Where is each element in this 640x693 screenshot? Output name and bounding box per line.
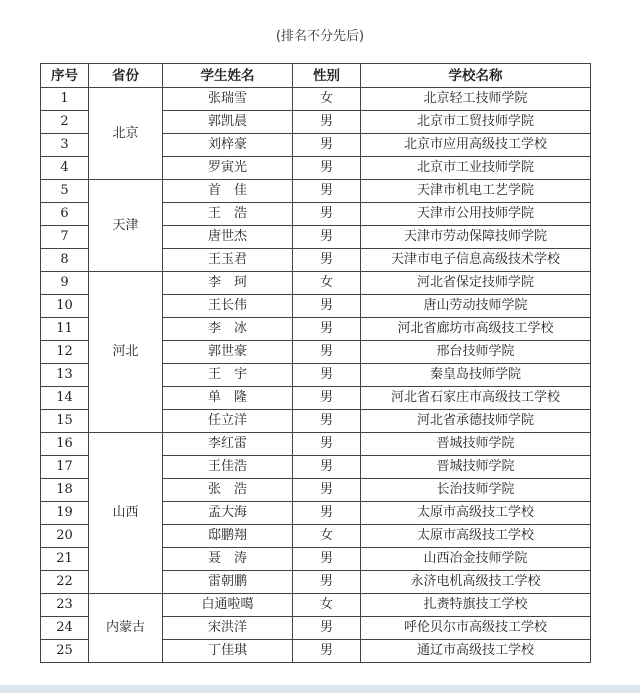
row-index: 24 — [41, 617, 89, 640]
school-name: 永济电机高级技工学校 — [361, 571, 591, 594]
student-gender: 男 — [293, 387, 361, 410]
student-gender: 男 — [293, 456, 361, 479]
school-name: 通辽市高级技工学校 — [361, 640, 591, 663]
header-school-name: 学校名称 — [361, 64, 591, 88]
student-name: 唐世杰 — [163, 226, 293, 249]
table-body — [41, 88, 591, 663]
school-name: 河北省保定技师学院 — [361, 272, 591, 295]
school-name: 天津市电子信息高级技术学校 — [361, 249, 591, 272]
student-gender: 男 — [293, 249, 361, 272]
student-name: 郭世豪 — [163, 341, 293, 364]
row-index: 6 — [41, 203, 89, 226]
school-name: 太原市高级技工学校 — [361, 502, 591, 525]
row-index: 25 — [41, 640, 89, 663]
school-name: 北京市工贸技师学院 — [361, 111, 591, 134]
student-gender: 男 — [293, 134, 361, 157]
student-table — [40, 63, 591, 663]
student-gender: 男 — [293, 341, 361, 364]
student-gender: 男 — [293, 617, 361, 640]
header-student-name: 学生姓名 — [163, 64, 293, 88]
student-name: 李 冰 — [163, 318, 293, 341]
student-name: 王玉君 — [163, 249, 293, 272]
row-index: 15 — [41, 410, 89, 433]
school-name: 河北省石家庄市高级技工学校 — [361, 387, 591, 410]
row-index: 1 — [41, 88, 89, 111]
student-gender: 女 — [293, 88, 361, 111]
school-name: 北京市工业技师学院 — [361, 157, 591, 180]
header-gender: 性别 — [293, 64, 361, 88]
school-name: 唐山劳动技师学院 — [361, 295, 591, 318]
row-index: 11 — [41, 318, 89, 341]
school-name: 山西冶金技师学院 — [361, 548, 591, 571]
row-index: 20 — [41, 525, 89, 548]
school-name: 太原市高级技工学校 — [361, 525, 591, 548]
school-name: 天津市公用技师学院 — [361, 203, 591, 226]
student-gender: 男 — [293, 318, 361, 341]
student-gender: 男 — [293, 180, 361, 203]
table-row — [41, 594, 591, 617]
province-cell: 北京 — [89, 88, 163, 180]
row-index: 3 — [41, 134, 89, 157]
province-cell: 河北 — [89, 272, 163, 433]
school-name: 河北省廊坊市高级技工学校 — [361, 318, 591, 341]
school-name: 北京市应用高级技工学校 — [361, 134, 591, 157]
row-index: 18 — [41, 479, 89, 502]
row-index: 14 — [41, 387, 89, 410]
row-index: 17 — [41, 456, 89, 479]
student-gender: 男 — [293, 640, 361, 663]
student-gender: 男 — [293, 295, 361, 318]
student-gender: 男 — [293, 410, 361, 433]
student-gender: 男 — [293, 111, 361, 134]
student-gender: 男 — [293, 548, 361, 571]
table-row — [41, 272, 591, 295]
student-name: 宋洪洋 — [163, 617, 293, 640]
school-name: 北京轻工技师学院 — [361, 88, 591, 111]
province-cell: 天津 — [89, 180, 163, 272]
school-name: 晋城技师学院 — [361, 456, 591, 479]
student-name: 白通啦噶 — [163, 594, 293, 617]
student-name: 聂 涛 — [163, 548, 293, 571]
student-name: 丁佳琪 — [163, 640, 293, 663]
page-bottom-divider — [0, 685, 640, 693]
student-name: 李红雷 — [163, 433, 293, 456]
student-name: 张瑞雪 — [163, 88, 293, 111]
school-name: 扎赉特旗技工学校 — [361, 594, 591, 617]
student-name: 雷朝鹏 — [163, 571, 293, 594]
row-index: 12 — [41, 341, 89, 364]
province-cell: 山西 — [89, 433, 163, 594]
student-gender: 男 — [293, 364, 361, 387]
student-gender: 女 — [293, 272, 361, 295]
header-index: 序号 — [41, 64, 89, 88]
province-cell: 内蒙古 — [89, 594, 163, 663]
student-name: 首 佳 — [163, 180, 293, 203]
row-index: 9 — [41, 272, 89, 295]
row-index: 5 — [41, 180, 89, 203]
student-name: 李 珂 — [163, 272, 293, 295]
student-name: 王 浩 — [163, 203, 293, 226]
table-row — [41, 88, 591, 111]
school-name: 长治技师学院 — [361, 479, 591, 502]
student-gender: 男 — [293, 157, 361, 180]
header-province: 省份 — [89, 64, 163, 88]
student-gender: 男 — [293, 479, 361, 502]
row-index: 21 — [41, 548, 89, 571]
student-name: 罗寅光 — [163, 157, 293, 180]
row-index: 22 — [41, 571, 89, 594]
school-name: 天津市劳动保障技师学院 — [361, 226, 591, 249]
student-name: 王 宇 — [163, 364, 293, 387]
row-index: 4 — [41, 157, 89, 180]
row-index: 2 — [41, 111, 89, 134]
school-name: 秦皇岛技师学院 — [361, 364, 591, 387]
student-name: 孟大海 — [163, 502, 293, 525]
table-row — [41, 433, 591, 456]
row-index: 19 — [41, 502, 89, 525]
table-header-row — [41, 64, 591, 88]
student-name: 任立洋 — [163, 410, 293, 433]
row-index: 16 — [41, 433, 89, 456]
student-gender: 男 — [293, 571, 361, 594]
student-name: 邸鹏翔 — [163, 525, 293, 548]
student-gender: 女 — [293, 525, 361, 548]
school-name: 天津市机电工艺学院 — [361, 180, 591, 203]
school-name: 邢台技师学院 — [361, 341, 591, 364]
student-name: 刘梓豪 — [163, 134, 293, 157]
student-gender: 女 — [293, 594, 361, 617]
school-name: 河北省承德技师学院 — [361, 410, 591, 433]
school-name: 晋城技师学院 — [361, 433, 591, 456]
row-index: 7 — [41, 226, 89, 249]
row-index: 10 — [41, 295, 89, 318]
student-name: 张 浩 — [163, 479, 293, 502]
student-gender: 男 — [293, 502, 361, 525]
row-index: 23 — [41, 594, 89, 617]
student-gender: 男 — [293, 226, 361, 249]
row-index: 13 — [41, 364, 89, 387]
student-gender: 男 — [293, 203, 361, 226]
ranking-note: (排名不分先后) — [275, 29, 365, 44]
student-name: 单 隆 — [163, 387, 293, 410]
school-name: 呼伦贝尔市高级技工学校 — [361, 617, 591, 640]
row-index: 8 — [41, 249, 89, 272]
student-name: 王佳浩 — [163, 456, 293, 479]
table-row — [41, 180, 591, 203]
student-gender: 男 — [293, 433, 361, 456]
student-name: 王长伟 — [163, 295, 293, 318]
student-name: 郭凯晨 — [163, 111, 293, 134]
